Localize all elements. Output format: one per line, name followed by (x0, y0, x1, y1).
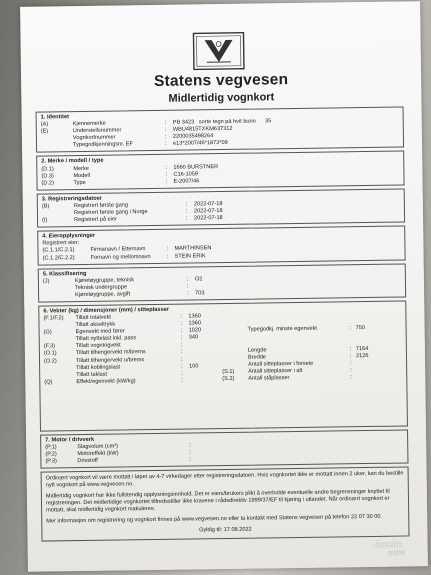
field-colon: : (164, 126, 167, 133)
field-value: O2 (194, 275, 203, 283)
field-colon: : (180, 356, 183, 363)
field-label: Typegodkj. minste egenvekt (247, 325, 317, 333)
field-code: (I) (42, 217, 48, 224)
field-value: 2022-07-18 (194, 215, 223, 222)
field-label: Registrert på eier (74, 216, 118, 224)
field-label: Tillatt taklast (76, 371, 108, 378)
section-title: 7. Motor / drivverk (45, 436, 95, 444)
field-value (356, 374, 408, 375)
field-colon: : (185, 201, 188, 208)
field-colon: : (349, 325, 352, 332)
field-colon: : (189, 456, 192, 463)
field-label: Tillatt totalvekt (75, 314, 112, 322)
field-colon: : (349, 346, 352, 353)
section-title: 1. Identitet (40, 114, 70, 121)
field-colon: : (164, 119, 167, 126)
section-classification (38, 263, 406, 303)
field-colon: : (189, 442, 191, 449)
field-code: (D.3) (41, 173, 54, 180)
section-owner (37, 226, 405, 266)
field-colon: : (350, 367, 352, 374)
owner-subtitle: Registrert eier: (42, 240, 80, 247)
field-label: Firmanavn / Etternavn (90, 246, 146, 254)
field-colon: : (186, 276, 189, 283)
field-code: (G) (43, 329, 52, 336)
field-value: C16-1059 (173, 171, 199, 178)
field-label: Antall sitteplasser i alt (248, 368, 303, 376)
field-label: Typegodkjenningsnr. EF (72, 141, 134, 149)
field-label: Antall sitteplasser i forsete (248, 361, 314, 368)
field-code: (C.1.2/C.2.2) (42, 254, 75, 262)
field-label: Tillatt akseltrykk (75, 321, 116, 329)
field-colon: : (164, 141, 167, 148)
field-value: 1660 BURSTNER (173, 163, 219, 171)
field-code: (P.1) (45, 444, 57, 451)
section-weights-dimensions (38, 300, 408, 431)
field-row (222, 374, 408, 384)
section-title: 2. Merke / modell / type (41, 158, 104, 166)
section-title: 5. Klassifisering (42, 270, 87, 278)
field-value: 2200035498264 (172, 133, 214, 140)
field-colon: : (180, 349, 183, 356)
notes-box (41, 467, 410, 542)
field-colon: : (180, 341, 183, 348)
field-value (356, 367, 408, 368)
validity-date: Gyldig til: 17.08.2022 (199, 526, 252, 534)
vehicle-registration-form (35, 103, 409, 541)
field-label: Tillatt tilhengervekt u/brems (75, 356, 145, 364)
statens-vegvesen-logo-icon (192, 32, 245, 71)
field-label: Merke (73, 165, 89, 172)
plate-extra-number: 35 (265, 118, 272, 125)
field-colon: : (189, 449, 191, 456)
field-code: (S.1) (222, 369, 235, 376)
field-code: (P.3) (45, 458, 57, 465)
field-value: 1360 (188, 320, 202, 327)
field-colon: : (180, 313, 183, 320)
field-value: e13*2007/46*1873*09 (172, 140, 228, 148)
field-code: (F.1/F.2) (43, 315, 64, 322)
field-label: Bredde (247, 354, 267, 361)
field-colon: : (187, 290, 189, 297)
field-label: Type (73, 179, 86, 186)
note-paragraph: Ordinært vognkort vil være mottatt i løpet av 4-7 virkedager etter registreringsdatoen. Hvis vognkortet ikke er mottatt innen 2 uker, kan du bestille nytt vognkort på www.vegvesen.no. (45, 470, 404, 489)
field-label: Tillatt nyttelast inkl. pass (75, 335, 137, 343)
field-label: Motoreffekt (kW) (77, 450, 119, 458)
field-value: 340 (188, 334, 199, 341)
field-colon: : (181, 363, 183, 370)
field-value: 2022-07-18 (193, 200, 223, 208)
section-identity (36, 106, 405, 153)
field-code: (J) (42, 278, 50, 285)
field-code: (C.1.1/C.2.1) (42, 247, 75, 254)
field-code: (D.2) (41, 180, 55, 187)
section-title: 4. Eieropplysninger (42, 233, 96, 240)
field-colon: : (350, 374, 352, 381)
field-colon: : (186, 283, 189, 290)
field-label: Kjøretøygruppe, avgift (75, 291, 131, 298)
section-title: 6. Vekter (kg) / dimensjoner (mm) / sitteplasser (43, 306, 170, 315)
field-code: (O.1) (43, 350, 57, 357)
field-label: Tillatt tilhengervekt m/brems (75, 349, 146, 357)
field-code: (O.2) (43, 357, 57, 365)
field-label: Tillatt koblingslast (76, 364, 121, 371)
field-code: (S.2) (222, 376, 235, 383)
field-value: E-2007/46 (173, 178, 200, 185)
field-colon: : (180, 327, 183, 334)
field-value: 100 (189, 362, 199, 370)
field-label: Fornavn og mellomnavn (90, 253, 151, 261)
note-paragraph: Mer informasjon om registrering og vognkort finnes på www.vegvesen.no eller ta kontakt med Statens vegvesen på telefon 22 07 30 00. (46, 514, 383, 525)
field-colon: : (349, 353, 352, 360)
field-label: Antall ståplasser (248, 375, 290, 383)
field-colon: : (181, 377, 183, 384)
field-colon: : (166, 246, 169, 253)
field-label: Effekt/egenvekt (kW/kg) (76, 378, 136, 385)
field-code: (F.3) (43, 343, 56, 350)
field-code: (E) (40, 128, 49, 135)
document-title: Midlertidig vognkort (168, 91, 275, 105)
field-value: 7164 (355, 346, 369, 353)
binder-brand: Esselte (374, 540, 403, 549)
field-value: 1020 (188, 327, 202, 334)
field-colon: : (181, 370, 183, 377)
field-code: (Q) (44, 379, 53, 386)
section-title: 3. Registreringsdatoer (41, 195, 103, 203)
field-value: 703 (195, 290, 205, 297)
field-code: (B) (41, 203, 50, 210)
field-label: Kjøretøygruppe, teknisk (74, 276, 135, 284)
org-name: Statens vegvesen (153, 71, 289, 90)
field-label: Drivstoff (77, 458, 98, 465)
field-label: Slagvolum (cm³) (77, 443, 118, 451)
section-registration-dates (37, 188, 405, 228)
field-label: Lengde (247, 347, 267, 354)
field-label: Understellsnummer (72, 127, 122, 135)
note-paragraph: Midlertidig vognkort har ikke fullstendig opplysningsinnhold. Det er eiers/brukers plikt å overholde eventuelle andre begrensninger knyttet til registreringen. Det midlertidige vognkortet tilfredsstiller ikke kravene i rådsdirektiv 1999/37/EF til kjøring i utlandet. Når ordinært vognkort er mottatt, skal midlertidig vognkort makuleres. (45, 489, 390, 514)
binder-code: 54570 (388, 551, 405, 557)
field-value: MARTHINSEN (174, 245, 212, 253)
field-colon: : (350, 360, 352, 367)
field-value: 2126 (355, 353, 369, 360)
field-colon: : (165, 164, 167, 171)
field-value: 1360 (188, 313, 201, 320)
field-colon: : (164, 134, 167, 141)
field-colon: : (166, 253, 169, 260)
field-colon: : (180, 334, 183, 341)
field-colon: : (185, 208, 188, 215)
field-value: 2022-07-18 (193, 208, 223, 215)
field-value: 750 (355, 325, 365, 332)
document-page (20, 1, 428, 572)
field-colon: : (165, 171, 168, 178)
field-label: Registrert første gang (73, 202, 129, 210)
field-label: Teknisk undergruppe (74, 284, 127, 291)
field-label: Vognkortnummer (72, 134, 116, 142)
section-make-model (36, 151, 404, 191)
field-colon: : (180, 320, 183, 327)
field-label: Registrert første gang i Norge (73, 209, 148, 217)
field-label: Tillatt vogntogvekt (75, 342, 121, 350)
field-label: Egenvekt med fører (75, 328, 125, 336)
field-value: WBU4815TXKM637312 (172, 126, 233, 133)
field-code: (A) (40, 121, 49, 128)
field-code: (P.2) (45, 451, 57, 458)
section-engine (40, 429, 408, 469)
registration-plate-value: PB 3423 (172, 119, 195, 126)
field-code: (D.1) (41, 165, 54, 173)
field-colon: : (186, 215, 188, 222)
field-label: Kjennemerke (72, 120, 106, 128)
field-label: Modell (73, 172, 90, 179)
field-value: STEIN ERIK (174, 252, 206, 260)
plate-description: sorte tegn på hvit bunn (198, 118, 256, 126)
field-colon: : (165, 178, 168, 185)
dimensions-column (221, 310, 408, 383)
